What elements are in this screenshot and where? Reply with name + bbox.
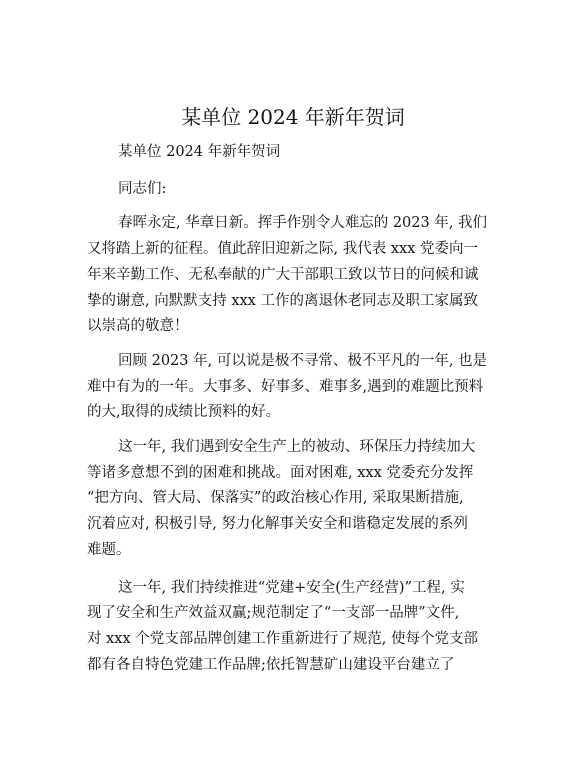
paragraph-challenges: [87, 435, 507, 564]
paragraph-line: 难题。: [87, 541, 131, 558]
paragraph-line: “把方向、管大局、保落实”的政治核心作用, 采取果断措施,: [87, 490, 464, 507]
paragraph-line: 的大,取得的成绩比预料的好。: [87, 404, 281, 421]
greeting-line: 同志们:: [118, 180, 167, 197]
paragraph-line: 等诸多意想不到的困难和挑战。面对困难, xxx 党委充分发挥: [87, 464, 474, 481]
paragraph-party-building: [87, 576, 507, 679]
subtitle-line: 某单位 2024 年新年贺词: [118, 144, 281, 160]
paragraph-review-2023: [87, 349, 507, 426]
paragraph-new-year-greeting: [87, 211, 507, 340]
paragraph-line: 挚的谢意, 向默默支持 xxx 工作的离退休老同志及职工家属致: [87, 292, 478, 309]
paragraph-line: 难中有为的一年。大事多、好事多、难事多,遇到的难题比预料: [87, 378, 484, 395]
paragraph-line: 都有各自特色党建工作品牌;依托智慧矿山建设平台建立了: [87, 656, 455, 673]
paragraph-line: 对 xxx 个党支部品牌创建工作重新进行了规范, 使每个党支部: [87, 630, 478, 647]
paragraph-line: 春晖永定, 华章日新。挥手作别令人难忘的 2023 年, 我们: [118, 215, 488, 232]
subtitle-paragraph: [87, 140, 507, 166]
paragraph-line: 年来辛勤工作、无私奉献的广大干部职工致以节日的问候和诚: [87, 266, 479, 283]
document-title: 某单位 2024 年新年贺词: [181, 105, 405, 129]
paragraph-line: 又将踏上新的征程。值此辞旧迎新之际, 我代表 xxx 党委向一: [87, 241, 478, 258]
paragraph-line: 现了安全和生产效益双赢;规范制定了“一支部一品牌”文件,: [87, 605, 460, 622]
paragraph-line: 这一年, 我们持续推进“党建+安全(生产经营)”工程, 实: [118, 579, 465, 596]
document-body: [87, 140, 507, 678]
paragraph-line: 这一年, 我们遇到安全生产上的被动、环保压力持续加大: [118, 439, 476, 456]
paragraph-line: 回顾 2023 年, 可以说是极不寻常、极不平凡的一年, 也是: [118, 352, 488, 369]
paragraph-line: 沉着应对, 积极引导, 努力化解事关安全和谐稳定发展的系列: [87, 516, 468, 533]
paragraph-line: 以崇高的敬意！: [87, 318, 189, 335]
greeting-paragraph: [87, 177, 507, 203]
